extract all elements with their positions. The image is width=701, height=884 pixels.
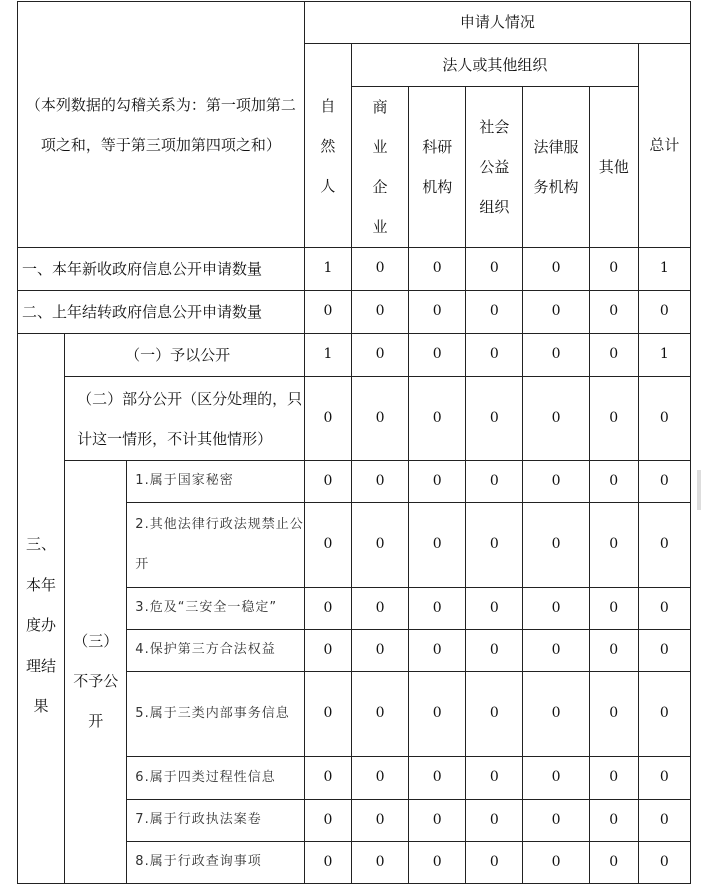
table-row [18, 461, 691, 503]
cell: 0 [466, 757, 523, 800]
cell: 0 [351, 842, 408, 884]
formula-note: （本列数据的勾稽关系为：第一项加第二项之和，等于第三项加第四项之和） [18, 2, 305, 248]
cell: 0 [351, 503, 408, 588]
cell: 0 [466, 842, 523, 884]
cell: 0 [409, 672, 466, 757]
table-row [18, 377, 691, 461]
cell: 0 [589, 461, 638, 503]
cell: 0 [466, 672, 523, 757]
cell: 0 [523, 757, 589, 800]
cell: 0 [466, 461, 523, 503]
cell: 0 [523, 461, 589, 503]
cell: 0 [351, 334, 408, 377]
cell: 0 [523, 291, 589, 334]
cell: 0 [304, 672, 351, 757]
cell: 0 [409, 334, 466, 377]
cell: 0 [304, 800, 351, 842]
row-label: 二、上年结转政府信息公开申请数量 [18, 291, 305, 334]
cell: 0 [304, 461, 351, 503]
row-label: 7.属于行政执法案卷 [127, 800, 305, 842]
cell: 0 [466, 588, 523, 630]
row-label: 5.属于三类内部事务信息 [127, 672, 305, 757]
cell: 0 [523, 672, 589, 757]
row-label: 4.保护第三方合法权益 [127, 630, 305, 672]
row-label: （二）部分公开（区分处理的，只计这一情形，不计其他情形） [65, 377, 305, 461]
cell: 0 [351, 630, 408, 672]
cell: 0 [409, 842, 466, 884]
cell: 0 [304, 588, 351, 630]
cell: 0 [351, 800, 408, 842]
cell: 0 [351, 377, 408, 461]
cell: 0 [466, 334, 523, 377]
social-header: 社会公益组织 [466, 87, 523, 248]
row-label: 8.属于行政查询事项 [127, 842, 305, 884]
not-disclosed-label: （三）不予公开 [65, 461, 127, 884]
cell: 0 [589, 630, 638, 672]
cell: 0 [409, 461, 466, 503]
cell: 0 [523, 800, 589, 842]
cell: 0 [523, 630, 589, 672]
information-disclosure-table [17, 1, 691, 884]
cell: 0 [409, 757, 466, 800]
cell: 0 [351, 248, 408, 291]
cell: 0 [304, 377, 351, 461]
cell: 1 [304, 248, 351, 291]
cell: 0 [638, 800, 690, 842]
cell: 0 [304, 757, 351, 800]
cell: 0 [589, 377, 638, 461]
commercial-header: 商业企业 [351, 87, 408, 248]
cell: 0 [304, 291, 351, 334]
row-label: 2.其他法律行政法规禁止公开 [127, 503, 305, 588]
cell: 0 [638, 842, 690, 884]
legal-service-header: 法律服务机构 [523, 87, 589, 248]
cell: 0 [351, 757, 408, 800]
scrollbar[interactable] [697, 470, 701, 510]
applicant-info-header: 申请人情况 [304, 2, 690, 44]
cell: 0 [589, 800, 638, 842]
cell: 0 [409, 630, 466, 672]
cell: 0 [409, 588, 466, 630]
cell: 0 [638, 588, 690, 630]
natural-person-header: 自然人 [304, 44, 351, 248]
cell: 0 [638, 377, 690, 461]
cell: 0 [589, 248, 638, 291]
cell: 0 [589, 842, 638, 884]
cell: 0 [589, 503, 638, 588]
row-label: 6.属于四类过程性信息 [127, 757, 305, 800]
cell: 0 [638, 461, 690, 503]
cell: 0 [466, 800, 523, 842]
cell: 0 [638, 630, 690, 672]
cell: 0 [304, 630, 351, 672]
cell: 0 [409, 291, 466, 334]
section3-label: 三、本年度办理结果 [18, 334, 65, 884]
cell: 0 [466, 503, 523, 588]
cell: 0 [304, 503, 351, 588]
row-label: （一）予以公开 [65, 334, 305, 377]
cell: 0 [638, 757, 690, 800]
cell: 0 [409, 503, 466, 588]
cell: 0 [638, 503, 690, 588]
table-row [18, 334, 691, 377]
cell: 1 [304, 334, 351, 377]
cell: 0 [523, 334, 589, 377]
cell: 1 [638, 248, 690, 291]
cell: 0 [304, 842, 351, 884]
cell: 0 [589, 757, 638, 800]
cell: 0 [466, 630, 523, 672]
legal-group-header: 法人或其他组织 [351, 44, 638, 87]
research-header: 科研机构 [409, 87, 466, 248]
row-label: 一、本年新收政府信息公开申请数量 [18, 248, 305, 291]
cell: 0 [638, 672, 690, 757]
cell: 0 [523, 248, 589, 291]
cell: 0 [589, 588, 638, 630]
cell: 0 [409, 800, 466, 842]
cell: 0 [589, 291, 638, 334]
cell: 0 [523, 377, 589, 461]
table-row [18, 248, 691, 291]
cell: 0 [466, 377, 523, 461]
other-header: 其他 [589, 87, 638, 248]
cell: 0 [409, 248, 466, 291]
cell: 0 [589, 672, 638, 757]
cell: 1 [638, 334, 690, 377]
cell: 0 [466, 291, 523, 334]
cell: 0 [466, 248, 523, 291]
cell: 0 [523, 842, 589, 884]
cell: 0 [351, 588, 408, 630]
total-header: 总计 [638, 44, 690, 248]
cell: 0 [351, 672, 408, 757]
cell: 0 [523, 588, 589, 630]
cell: 0 [523, 503, 589, 588]
cell: 0 [589, 334, 638, 377]
cell: 0 [351, 291, 408, 334]
cell: 0 [351, 461, 408, 503]
cell: 0 [409, 377, 466, 461]
row-label: 1.属于国家秘密 [127, 461, 305, 503]
table-row [18, 291, 691, 334]
row-label: 3.危及“三安全一稳定” [127, 588, 305, 630]
cell: 0 [638, 291, 690, 334]
